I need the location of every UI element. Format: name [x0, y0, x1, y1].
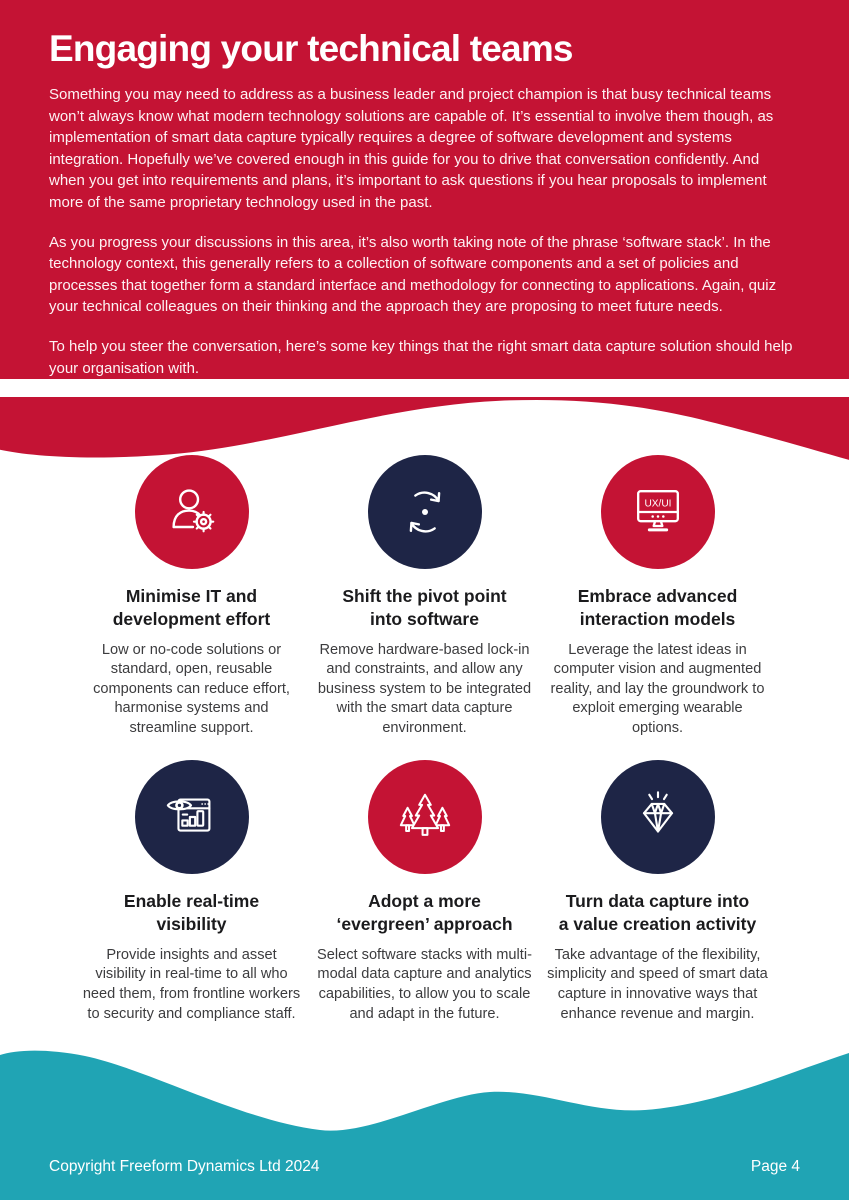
feature-title — [313, 585, 536, 631]
feature-icon-circle — [601, 455, 715, 569]
page-number: Page 4 — [750, 1158, 800, 1175]
feature-title — [313, 890, 536, 936]
sync-arrows-icon — [396, 483, 454, 541]
feature-title-line1: Embrace advanced — [577, 586, 738, 607]
feature-title — [80, 890, 303, 936]
footer-wave-shape — [0, 1040, 849, 1200]
feature-description: Take advantage of the flexibility, simplicity and speed of smart data capture in innovative ways that enhance revenue and margin. — [547, 946, 768, 1022]
feature-description: Leverage the latest ideas in computer vision and augmented reality, and lay the groundwork to exploit emerging wearable options. — [550, 641, 765, 736]
feature-title — [80, 585, 303, 631]
feature-title-line2: into software — [370, 608, 479, 629]
feature-realtime-visibility — [80, 760, 303, 1024]
uxui-monitor-icon — [629, 483, 687, 541]
feature-title — [546, 585, 769, 631]
user-gear-icon — [163, 483, 221, 541]
feature-title-line1: Enable real-time — [123, 891, 260, 912]
feature-title-line1: Shift the pivot point — [342, 586, 507, 607]
feature-title-line1: Turn data capture into — [565, 891, 750, 912]
visibility-dashboard-icon — [163, 788, 221, 846]
feature-value-creation — [546, 760, 769, 1024]
intro-paragraph-2: As you progress your discussions in this area, it’s also worth taking note of the phrase ‘software stack’. In the technology context, this generally refers to a collection of software components and a set of policies and processes that together form a standard interface and methodology for connecting to applications. Again, quiz your technical colleagues on their thinking and the approach they are proposing to meet future needs. — [49, 233, 777, 316]
feature-title-line2: development effort — [112, 608, 271, 629]
intro-paragraph-3: To help you steer the conversation, here’s some key things that the right smart data capture solution should help your organisation with. — [49, 337, 793, 377]
feature-icon-circle — [135, 760, 249, 874]
copyright-text: Copyright Freeform Dynamics Ltd 2024 — [49, 1158, 320, 1175]
hero-section — [0, 0, 849, 379]
evergreen-trees-icon — [396, 788, 454, 846]
feature-icon-circle — [368, 760, 482, 874]
feature-title-line2: ‘evergreen’ approach — [336, 914, 513, 935]
footer-bar — [49, 1158, 800, 1176]
feature-title — [546, 890, 769, 936]
feature-description: Select software stacks with multi-modal data capture and analytics capabilities, to allow you to scale and adapt in the future. — [317, 946, 532, 1022]
feature-pivot-software — [313, 455, 536, 738]
page-title: Engaging your technical teams — [49, 28, 573, 69]
feature-description: Provide insights and asset visibility in real-time to all who need them, from frontline workers to security and compliance staff. — [82, 946, 301, 1022]
feature-icon-circle — [135, 455, 249, 569]
feature-description: Low or no-code solutions or standard, open, reusable components can reduce effort, harmonise systems and streamline support. — [93, 641, 290, 736]
feature-icon-circle — [368, 455, 482, 569]
feature-icon-circle — [601, 760, 715, 874]
footer-section — [0, 1040, 849, 1200]
feature-title-line2: interaction models — [579, 608, 736, 629]
feature-title-line1: Adopt a more — [368, 891, 481, 912]
intro-paragraph-1: Something you may need to address as a business leader and project champion is that busy technical teams won’t always know what modern technology solutions are capable of. It’s essential to involve them though, as implementation of smart data capture typically requires a degree of software development and systems integration. Hopefully we’ve covered enough in this guide for you to drive that conversation confidently. And when you get into requirements and plans, it’s important to ask questions if you hear proposals to implement more of the same proprietary technology used in the past. — [49, 86, 774, 211]
uxui-label: UX/UI — [643, 498, 672, 510]
feature-title-line1: Minimise IT and — [125, 586, 258, 607]
feature-title-line2: visibility — [156, 914, 227, 935]
features-grid — [0, 455, 849, 1024]
feature-title-line2: a value creation activity — [558, 914, 757, 935]
feature-evergreen-approach — [313, 760, 536, 1024]
feature-description: Remove hardware-based lock-in and constraints, and allow any business system to be integrated with the smart data capture environment. — [317, 641, 532, 736]
diamond-icon — [629, 788, 687, 846]
feature-minimise-it — [80, 455, 303, 738]
feature-interaction-models — [546, 455, 769, 738]
